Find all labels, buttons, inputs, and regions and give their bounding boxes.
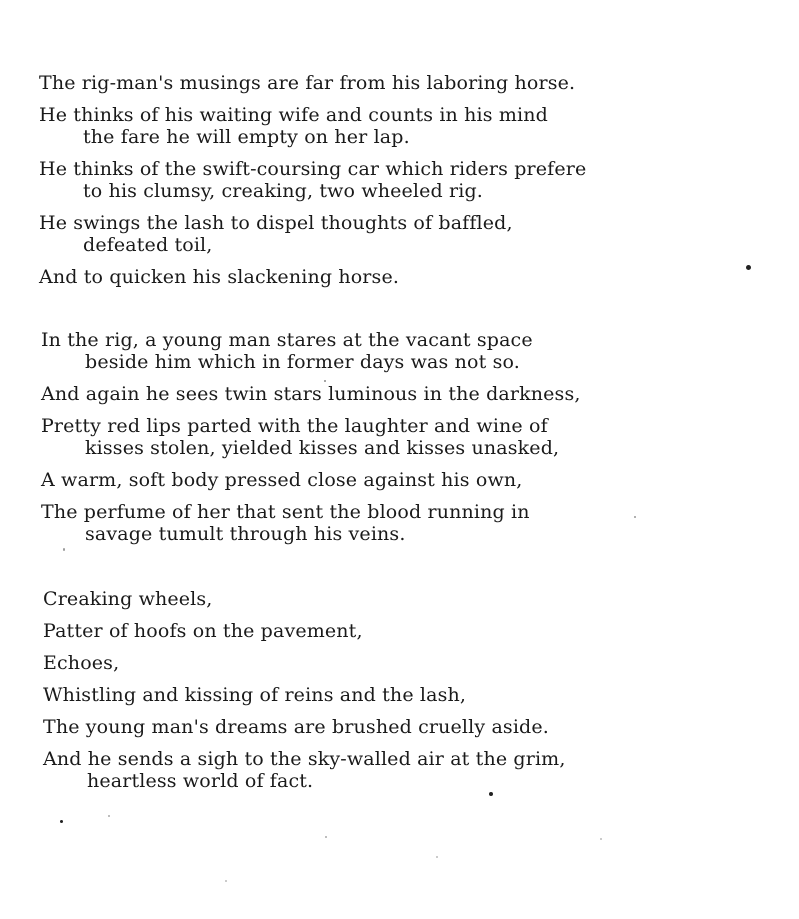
line-text: Pretty red lips parted with the laughter and wine of xyxy=(41,415,548,437)
line-text: The perfume of her that sent the blood running in xyxy=(41,501,530,523)
scan-speck xyxy=(324,380,326,382)
poem-line xyxy=(0,415,799,459)
line-text: And to quicken his slackening horse. xyxy=(39,266,400,288)
line-text: The young man's dreams are brushed cruelly aside. xyxy=(43,716,549,738)
scan-speck xyxy=(436,856,438,858)
line-continuation: defeated toil, xyxy=(83,234,213,256)
line-text: And he sends a sigh to the sky-walled air at the grim, xyxy=(43,748,566,770)
stanza-3 xyxy=(0,588,799,802)
scan-speck xyxy=(108,815,110,817)
line-continuation: to his clumsy, creaking, two wheeled rig. xyxy=(83,180,483,202)
scan-speck xyxy=(60,820,63,823)
scan-speck xyxy=(225,880,227,882)
line-text: Patter of hoofs on the pavement, xyxy=(43,620,363,642)
poem-line xyxy=(0,748,799,792)
scan-speck xyxy=(746,265,751,270)
line-continuation: the fare he will empty on her lap. xyxy=(83,126,410,148)
line-text: And again he sees twin stars luminous in the darkness, xyxy=(41,383,581,405)
line-text: The rig-man's musings are far from his laboring horse. xyxy=(39,72,576,94)
line-text: Echoes, xyxy=(43,652,120,674)
stanza-1 xyxy=(0,72,799,298)
scan-speck xyxy=(634,516,636,518)
line-text: He thinks of the swift-coursing car which riders prefere xyxy=(39,158,587,180)
poem-line xyxy=(0,158,799,202)
scan-speck xyxy=(489,792,493,796)
line-text: A warm, soft body pressed close against his own, xyxy=(41,469,523,491)
scan-speck xyxy=(63,548,65,551)
line-text: Creaking wheels, xyxy=(43,588,213,610)
poem-line xyxy=(0,652,799,674)
stanza-2 xyxy=(0,329,799,555)
poem-line xyxy=(0,383,799,405)
poem-line xyxy=(0,684,799,706)
line-continuation: beside him which in former days was not so. xyxy=(85,351,520,373)
line-text: He thinks of his waiting wife and counts in his mind xyxy=(39,104,548,126)
line-continuation: kisses stolen, yielded kisses and kisses unasked, xyxy=(85,437,560,459)
line-text: Whistling and kissing of reins and the lash, xyxy=(43,684,467,706)
line-continuation: savage tumult through his veins. xyxy=(85,523,406,545)
poem-line xyxy=(0,104,799,148)
poem-line xyxy=(0,501,799,545)
poem-line xyxy=(0,588,799,610)
line-text: He swings the lash to dispel thoughts of baffled, xyxy=(39,212,513,234)
line-continuation: heartless world of fact. xyxy=(87,770,314,792)
poem-line xyxy=(0,716,799,738)
poem-line xyxy=(0,72,799,94)
poem-line xyxy=(0,266,799,288)
poem-line xyxy=(0,469,799,491)
poem-line xyxy=(0,212,799,256)
poem-line xyxy=(0,329,799,373)
scan-speck xyxy=(600,838,602,840)
poem-line xyxy=(0,620,799,642)
scan-speck xyxy=(325,836,327,838)
line-text: In the rig, a young man stares at the vacant space xyxy=(41,329,533,351)
